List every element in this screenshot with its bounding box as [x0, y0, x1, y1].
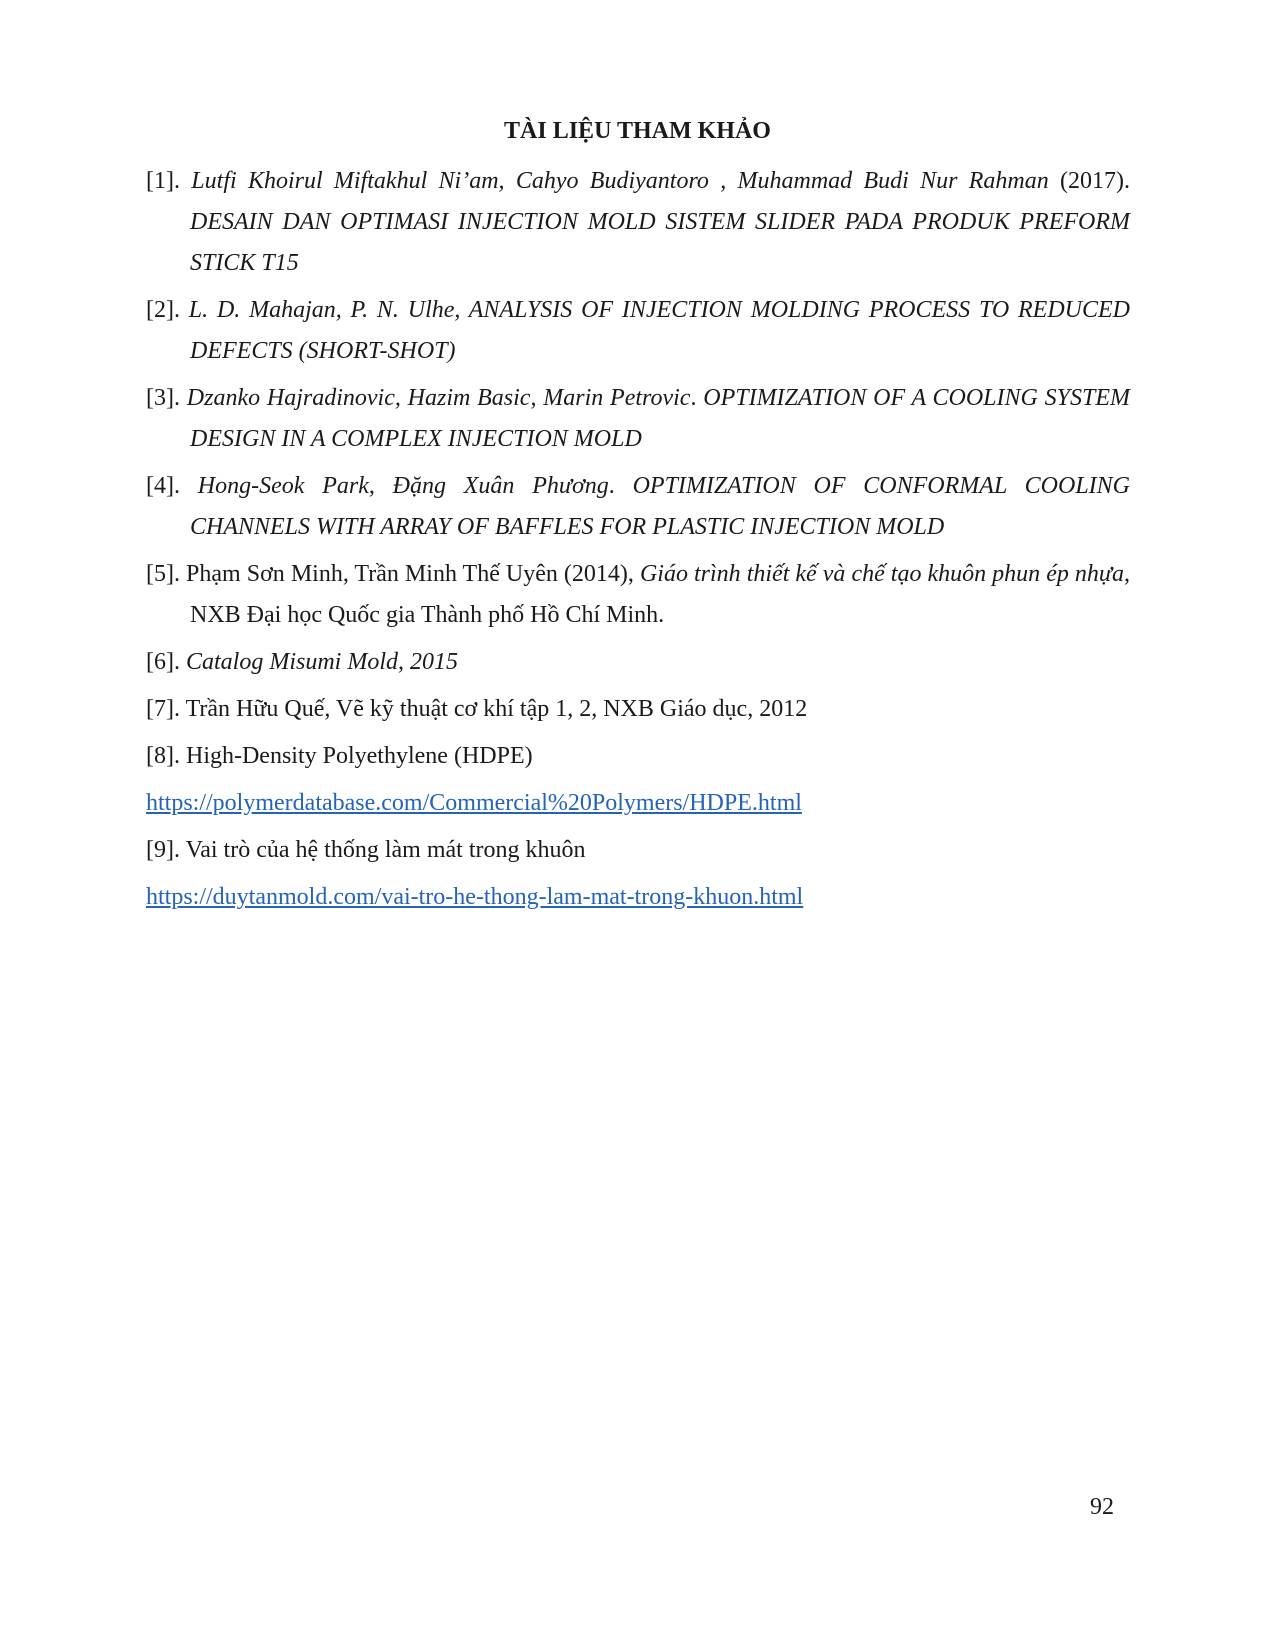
reference-8	[146, 736, 1130, 777]
reference-text: Catalog Misumi Mold, 2015	[185, 649, 458, 675]
reference-6	[146, 642, 1130, 683]
reference-separator: .	[608, 473, 615, 499]
page-number: 92	[1090, 1494, 1114, 1520]
reference-number: [4].	[146, 473, 180, 499]
reference-4	[146, 466, 1130, 548]
reference-title: OPTIMIZATION OF A COOLING SYSTEM DESIGN IN A COMPLEX INJECTION MOLD	[190, 385, 1130, 452]
reference-2	[146, 290, 1130, 372]
reference-number: [5].	[146, 561, 180, 587]
reference-authors: Dzanko Hajradinovic, Hazim Basic, Marin Petrovic	[186, 385, 691, 411]
reference-number: [2].	[146, 297, 180, 323]
reference-7	[146, 689, 1130, 730]
reference-authors: Lutfi Khoirul Miftakhul Ni’am, Cahyo Budiyantoro , Muhammad Budi Nur Rahman	[191, 168, 1049, 194]
reference-number: [9].	[146, 837, 180, 863]
reference-3	[146, 378, 1130, 460]
reference-number: [1].	[146, 168, 180, 194]
reference-1	[146, 161, 1130, 284]
reference-text: High-Density Polyethylene (HDPE)	[185, 743, 533, 769]
reference-9-link[interactable]: https://duytanmold.com/vai-tro-he-thong-lam-mat-trong-khuon.html	[146, 884, 804, 910]
page-title: TÀI LIỆU THAM KHẢO	[504, 118, 771, 144]
reference-separator: .	[690, 385, 697, 411]
reference-5	[146, 554, 1130, 636]
reference-year: (2017).	[1060, 168, 1131, 194]
reference-title: Giáo trình thiết kế và chế tạo khuôn phun ép nhựa	[639, 561, 1125, 587]
reference-text: Trần Hữu Quế, Vẽ kỹ thuật cơ khí tập 1, 2, NXB Giáo dục, 2012	[185, 696, 808, 722]
reference-title: DESAIN DAN OPTIMASI INJECTION MOLD SISTEM SLIDER PADA PRODUK PREFORM STICK T15	[190, 209, 1130, 276]
reference-9	[146, 830, 1130, 871]
reference-number: [6].	[146, 649, 180, 675]
reference-number: [7].	[146, 696, 180, 722]
reference-list	[146, 161, 1130, 924]
reference-text: Vai trò của hệ thống làm mát trong khuôn	[185, 837, 586, 863]
reference-title: OPTIMIZATION OF CONFORMAL COOLING CHANNELS WITH ARRAY OF BAFFLES FOR PLASTIC INJECTION MOLD	[190, 473, 1130, 540]
reference-number: [8].	[146, 743, 180, 769]
reference-authors: Hong-Seok Park, Đặng Xuân Phương	[197, 473, 609, 499]
reference-authors: Phạm Sơn Minh, Trần Minh Thế Uyên (2014),	[186, 561, 634, 587]
reference-text: L. D. Mahajan, P. N. Ulhe, ANALYSIS OF INJECTION MOLDING PROCESS TO REDUCED DEFECTS (SHORT-SHOT)	[188, 297, 1131, 364]
reference-number: [3].	[146, 385, 180, 411]
reference-8-link[interactable]: https://polymerdatabase.com/Commercial%20Polymers/HDPE.html	[146, 790, 802, 816]
reference-publisher: , NXB Đại học Quốc gia Thành phố Hồ Chí Minh.	[190, 561, 1131, 628]
